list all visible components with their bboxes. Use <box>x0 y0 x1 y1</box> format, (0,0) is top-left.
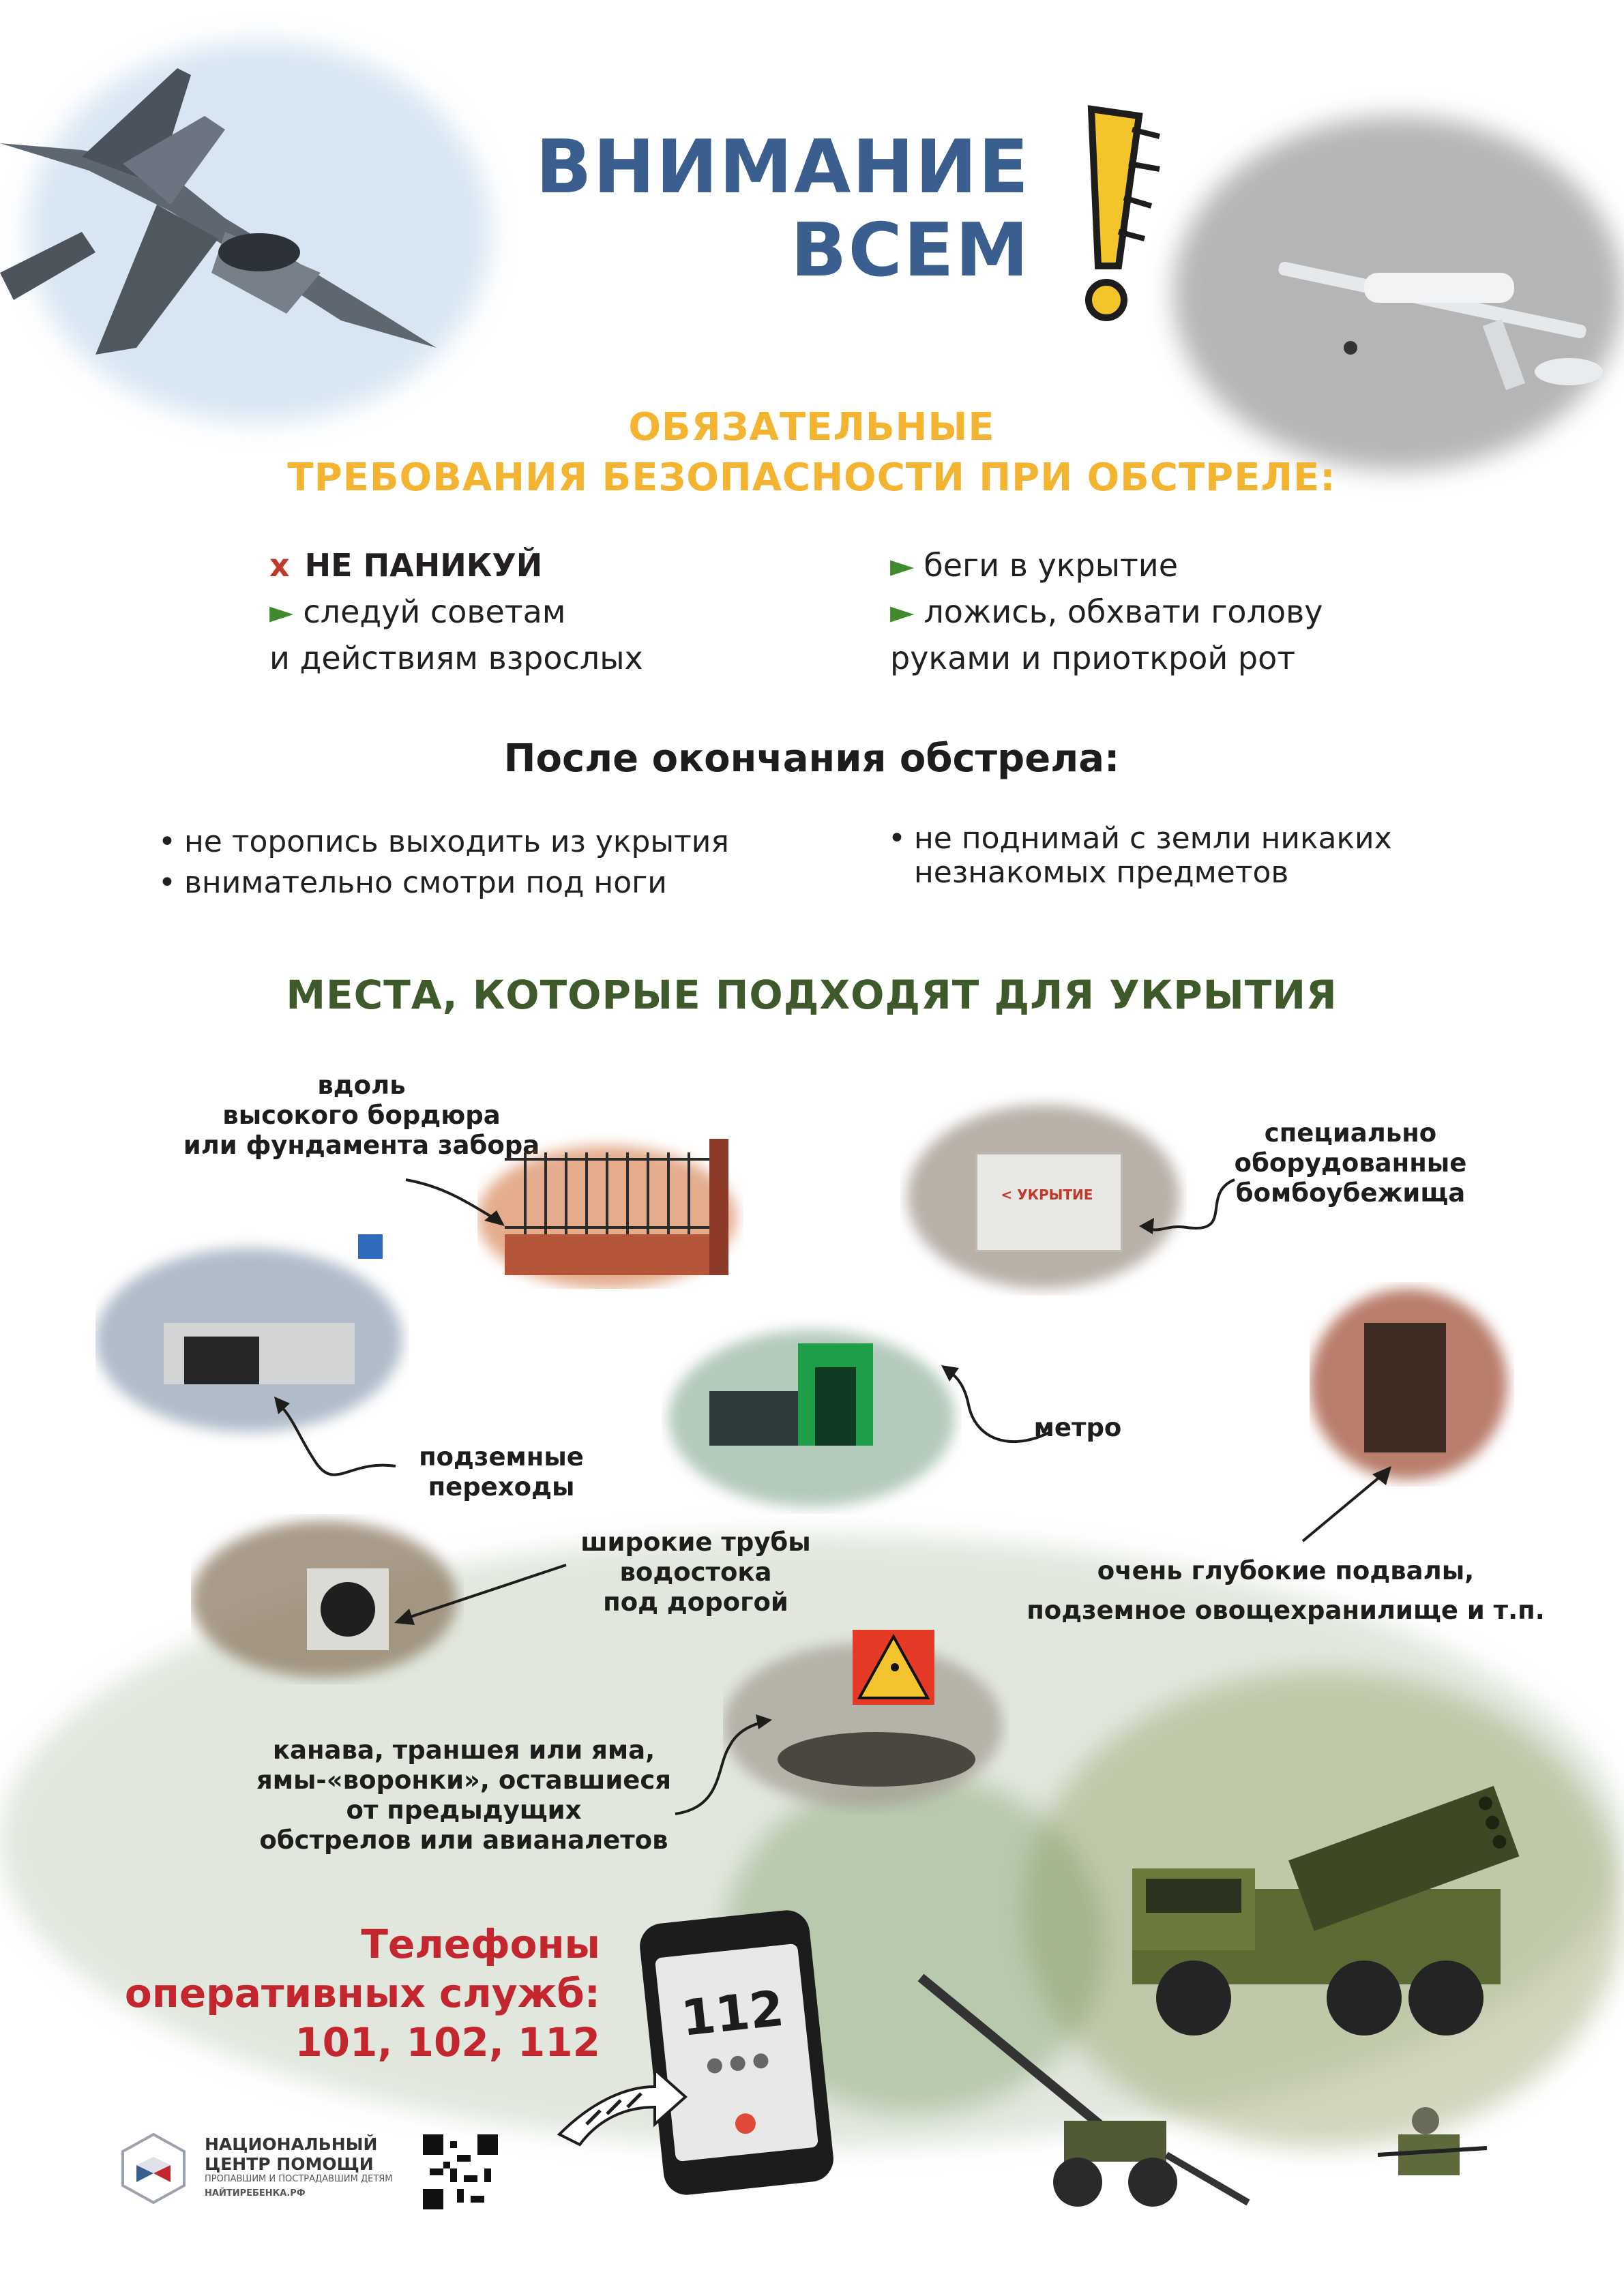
arrow-icon <box>934 1357 1057 1459</box>
rocket-launcher-truck-illustration <box>1091 1766 1569 2066</box>
shelter-places-heading: МЕСТА, КОТОРЫЕ ПОДХОДЯТ ДЛЯ УКРЫТИЯ <box>286 972 1338 1018</box>
drone-illustration <box>1248 245 1616 402</box>
list-item: • внимательно смотри под ноги <box>158 865 667 900</box>
safety-requirements-heading <box>205 402 1419 503</box>
arrow-icon <box>382 1558 573 1640</box>
rule-dont-panic: x НЕ ПАНИКУЙ <box>269 547 543 584</box>
place-shelter-label: специально оборудованные бомбоубежища <box>1234 1118 1467 1208</box>
after-left-list <box>158 822 840 904</box>
phone-screen-number: 112 <box>678 1979 787 2047</box>
arrow-icon <box>1296 1459 1405 1548</box>
place-underpass-label: подземные переходы <box>419 1442 584 1502</box>
subtitle-line-1: ОБЯЗАТЕЛЬНЫЕ <box>628 405 995 449</box>
list-item: • не торопись выходить из укрытия <box>158 824 729 859</box>
shelter-sign: < УКРЫТИЕ <box>1001 1187 1093 1203</box>
soldier-illustration <box>1371 2093 1494 2196</box>
roadwork-sign-icon <box>853 1630 934 1705</box>
title-line-2: ВСЕМ <box>791 208 1030 293</box>
after-right-list <box>888 822 1502 890</box>
fence-photo <box>477 1118 743 1289</box>
basement-photo <box>1310 1282 1514 1487</box>
rule-follow-advice: ► следуй советам <box>269 593 566 630</box>
arrow-icon <box>259 1384 409 1487</box>
rule-follow-advice-cont: и действиям взрослых <box>269 640 643 676</box>
place-fence-label: вдоль высокого бордюра или фундамента забора <box>183 1071 540 1160</box>
list-item: • не поднимай с земли никаких <box>888 821 1392 856</box>
place-pipes-label: широкие трубы водостока под дорогой <box>580 1527 811 1617</box>
rule-run-to-shelter: ► беги в укрытие <box>890 547 1178 584</box>
emergency-phones: Телефоны оперативных служб: 101, 102, 112 <box>124 1921 600 2066</box>
rules-right-column <box>890 542 1504 681</box>
exclamation-icon <box>1044 102 1180 348</box>
arrow-icon <box>402 1173 512 1234</box>
arrow-right-icon: ► <box>890 593 915 630</box>
arrow-right-icon: ► <box>890 547 915 584</box>
ncp-logo-icon <box>116 2131 191 2206</box>
fighter-jet-illustration <box>0 27 477 382</box>
qr-code-icon[interactable] <box>423 2134 498 2209</box>
page-title <box>518 126 1030 293</box>
rule-lie-down-cont: руками и приоткрой рот <box>890 640 1296 676</box>
arrow-right-icon: ► <box>269 593 294 630</box>
phone-illustration <box>638 1908 836 2197</box>
rules-left-column <box>269 542 883 681</box>
after-shelling-heading: После окончания обстрела: <box>503 736 1120 781</box>
subtitle-line-2: ТРЕБОВАНИЯ БЕЗОПАСНОСТИ ПРИ ОБСТРЕЛЕ: <box>287 456 1336 500</box>
title-line-1: ВНИМАНИЕ <box>535 125 1030 210</box>
list-item-cont: незнакомых предметов <box>914 855 1289 890</box>
ncp-logo-text: НАЦИОНАЛЬНЫЙ ЦЕНТР ПОМОЩИ ПРОПАВШИМ И ПОСТРАДАВШИМ ДЕТЯМ НАЙТИРЕБЕНКА.РФ <box>205 2134 393 2198</box>
place-basement-label: очень глубокие подвалы, подземное овощехранилище и т.п. <box>1027 1556 1545 1625</box>
place-ditch-label: канава, траншея или яма, ямы-«воронки», оставшиеся от предыдущих обстрелов или авианалетов <box>256 1735 672 1855</box>
rule-lie-down: ► ложись, обхвати голову <box>890 593 1323 630</box>
striped-arrow-icon <box>552 2059 689 2148</box>
arrow-icon <box>1132 1173 1241 1248</box>
metro-photo <box>662 1316 962 1514</box>
x-icon: x <box>269 547 290 584</box>
place-metro-label: метро <box>1033 1413 1122 1442</box>
